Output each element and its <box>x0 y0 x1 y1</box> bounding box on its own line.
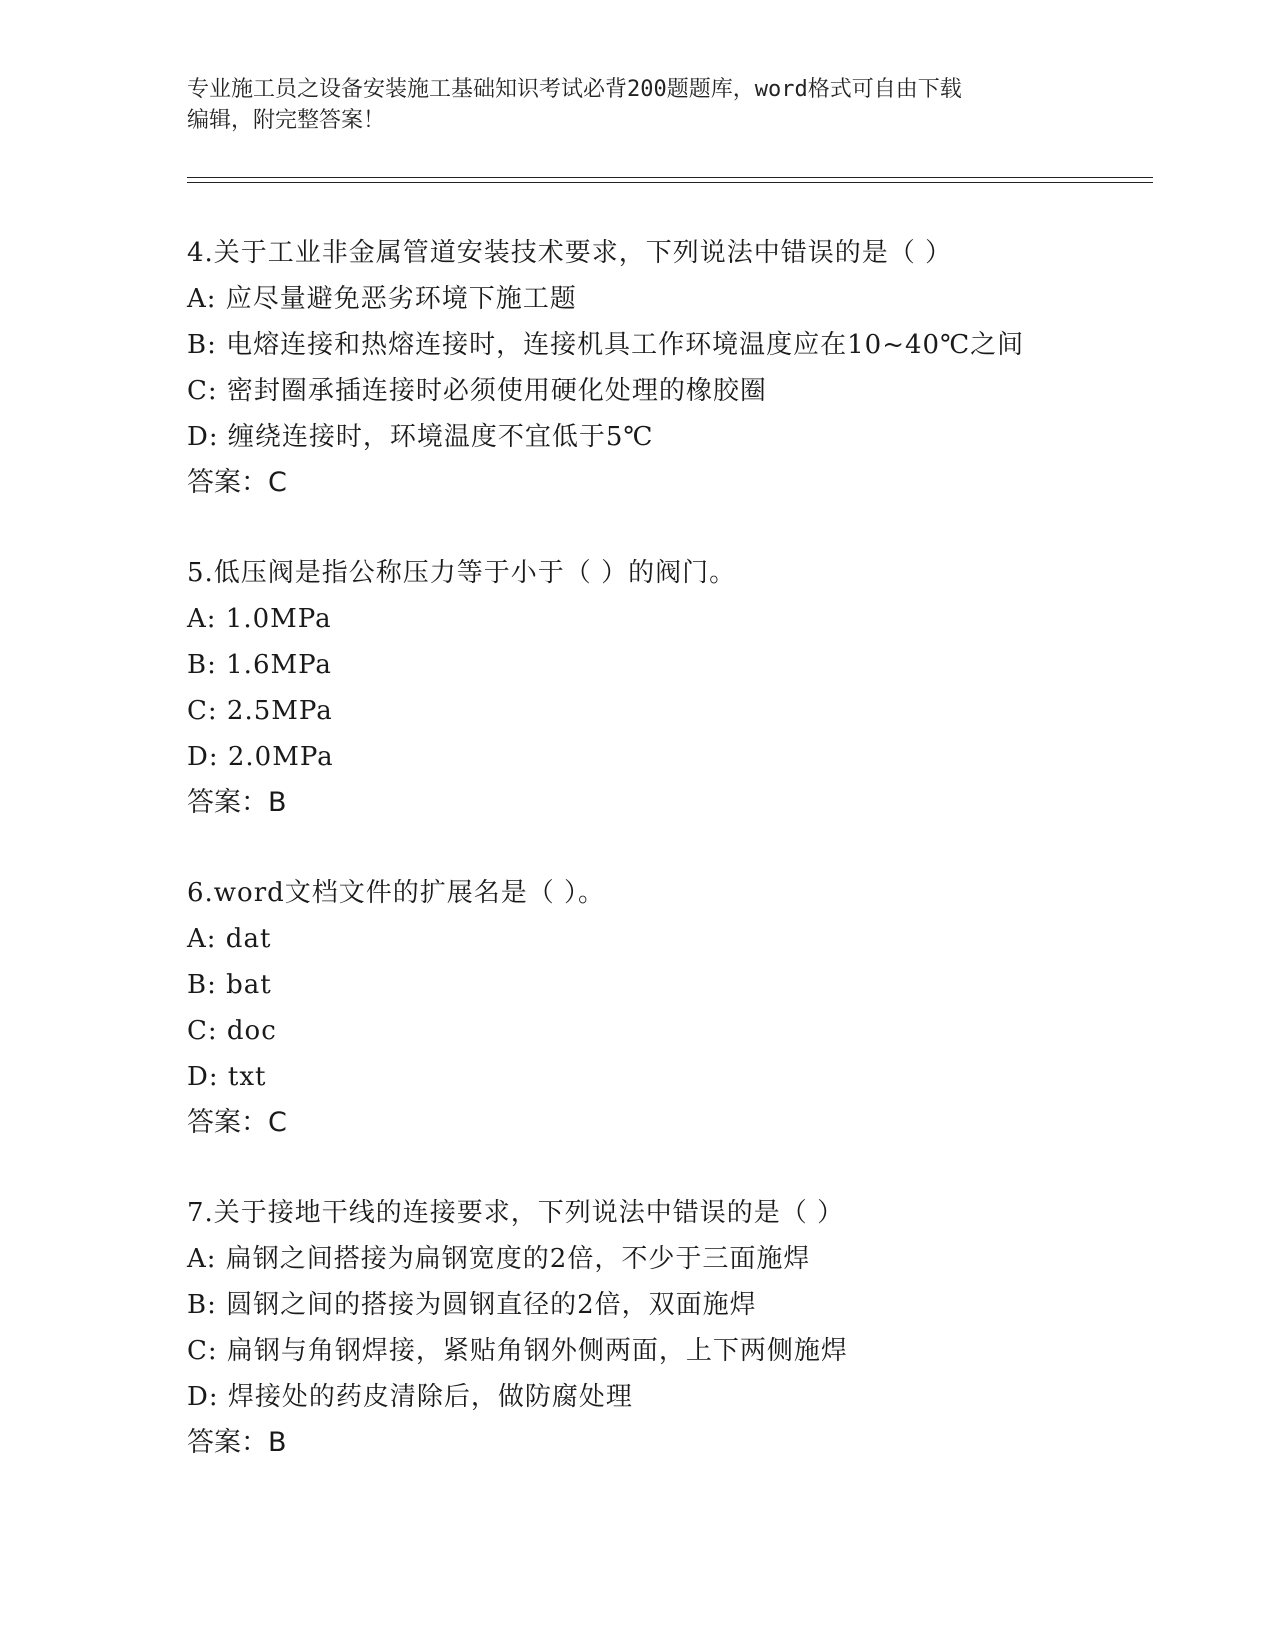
answer-line: 答案：B <box>187 1427 287 1458</box>
question-stem: 5.低压阀是指公称压力等于小于（ ）的阀门。 <box>187 558 737 588</box>
answer-line: 答案：C <box>187 1107 287 1138</box>
option-b: B: 圆钢之间的搭接为圆钢直径的2倍，双面施焊 <box>187 1290 757 1320</box>
header-line-2: 编辑，附完整答案！ <box>187 108 386 133</box>
header-divider-bottom <box>187 182 1153 183</box>
answer-line: 答案：B <box>187 787 287 818</box>
option-d: D: txt <box>187 1062 267 1092</box>
option-c: C: 2.5MPa <box>187 696 333 726</box>
option-a: A: 扁钢之间搭接为扁钢宽度的2倍，不少于三面施焊 <box>187 1244 811 1274</box>
option-d: D: 缠绕连接时，环境温度不宜低于5℃ <box>187 422 654 452</box>
question-block <box>187 550 1147 826</box>
option-c: C: 密封圈承插连接时必须使用硬化处理的橡胶圈 <box>187 376 767 406</box>
option-b: B: 电熔连接和热熔连接时，连接机具工作环境温度应在10~40℃之间 <box>187 330 1025 360</box>
question-stem: 6.word文档文件的扩展名是（ ）。 <box>187 878 606 908</box>
header-line-1: 专业施工员之设备安装施工基础知识考试必背200题题库，word格式可自由下载 <box>187 77 962 102</box>
option-b: B: 1.6MPa <box>187 650 332 680</box>
option-d: D: 焊接处的药皮清除后，做防腐处理 <box>187 1382 633 1412</box>
answer-line: 答案：C <box>187 467 287 498</box>
header-divider-top <box>187 177 1153 178</box>
question-stem: 4.关于工业非金属管道安装技术要求，下列说法中错误的是（ ） <box>187 238 953 268</box>
option-c: C: 扁钢与角钢焊接，紧贴角钢外侧两面，上下两侧施焊 <box>187 1336 848 1366</box>
option-a: A: 应尽量避免恶劣环境下施工题 <box>187 284 577 314</box>
option-a: A: 1.0MPa <box>187 604 332 634</box>
question-block <box>187 230 1147 506</box>
option-b: B: bat <box>187 970 272 1000</box>
option-d: D: 2.0MPa <box>187 742 334 772</box>
document-header <box>187 74 1087 136</box>
option-c: C: doc <box>187 1016 277 1046</box>
question-block <box>187 870 1147 1146</box>
question-stem: 7.关于接地干线的连接要求，下列说法中错误的是（ ） <box>187 1198 845 1228</box>
option-a: A: dat <box>187 924 272 954</box>
question-block <box>187 1190 1147 1466</box>
